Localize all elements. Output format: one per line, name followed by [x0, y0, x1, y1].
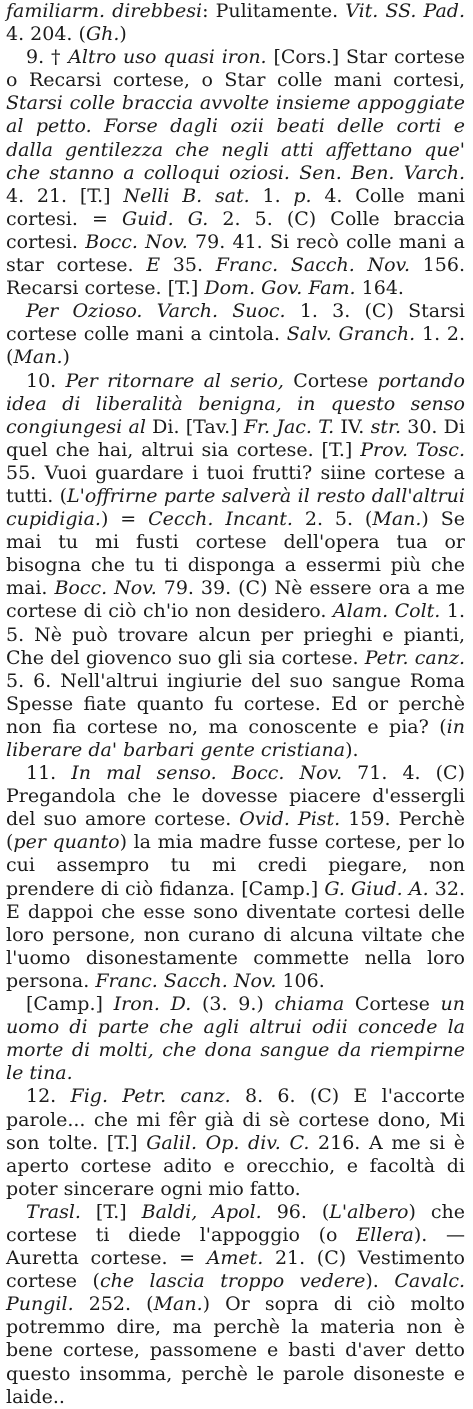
italic-text-run: str. — [370, 415, 401, 438]
text-run: 1. — [249, 184, 294, 207]
text-run: [T.] — [80, 1200, 142, 1223]
italic-text-run: Amet. — [206, 1247, 264, 1270]
italic-text-run: Man. — [153, 1293, 203, 1316]
italic-text-run: Ovid. Pist. — [239, 808, 341, 831]
text-run: 55. Vuoi guardare i tuoi frutti? siine cortese a tutti. ( — [6, 461, 465, 507]
italic-text-run: Starsi colle braccia avvolte insieme appoggiate al petto. Forse dagli ozii beati delle corti e dalla gentilezza che negli atti affettano que' che stanno a colloqui oziosi. — [6, 92, 465, 184]
italic-text-run: Bocc. Nov. — [85, 230, 188, 253]
italic-text-run: chiama — [274, 993, 345, 1016]
text-run: 164. — [355, 277, 404, 300]
italic-text-run: Trasl. — [26, 1200, 81, 1223]
italic-text-run: Petr. canz. — [364, 646, 465, 669]
italic-text-run: Guid. G. — [122, 207, 209, 230]
text-run: ). — [345, 739, 359, 761]
italic-text-run: per quanto — [13, 831, 120, 854]
text-run: Cortese — [283, 369, 378, 392]
text-run: 5. 6. Nell'altrui ingiurie del suo sangue Roma Spesse fiate quanto fu cortese. Ed or perchè non fia cortese no, ma conoscente e pia? ( — [6, 669, 465, 738]
italic-text-run: Dom. Gov. Fam. — [204, 277, 356, 300]
text-run: 106. — [276, 969, 325, 992]
text-run: ) Or sopra di ciò molto potremmo dire, ma perchè la materia non è bene cortese, passomene e basti d'aver detto questo insomma, perchè le parole disoneste e laide.. — [6, 1293, 465, 1408]
text-run: 156. Recarsi cortese. [T.] — [6, 254, 466, 300]
italic-text-run: un uomo di parte che agli altrui odii concede la morte di molti, che dona sangue da riempirne le tina. — [6, 993, 466, 1085]
italic-text-run: Franc. Sacch. Nov. — [215, 254, 411, 277]
text-run: ). — [365, 1270, 395, 1293]
sense-9-ozioso — [6, 300, 465, 369]
text-run: [Cors.] Star cortese o Recarsi cortese, o Star colle mani cortesi, — [6, 46, 465, 92]
text-run: 1. 2. ( — [6, 323, 465, 369]
italic-text-run: Man. — [13, 346, 63, 369]
italic-text-run: in liberare da' barbari gente cristiana — [6, 715, 465, 761]
text-run: 79. 41. Si recò colle mani a star cortese. — [6, 230, 466, 277]
text-run: 1. 3. (C) Starsi cortese colle mani a cintola. — [6, 300, 465, 346]
italic-text-run: Vit. SS. Pad. — [345, 0, 465, 22]
text-run: Di. [Tav.] — [145, 415, 244, 438]
italic-text-run: Per Ozioso. Varch. Suoc. — [26, 300, 286, 323]
text-run: ). — Auretta cortese. = — [6, 1223, 465, 1270]
text-run: 12. — [26, 1085, 71, 1108]
text-run: 9. † — [26, 46, 69, 69]
italic-text-run: Altro uso quasi iron. — [68, 46, 267, 69]
italic-text-run: In mal senso. Bocc. Nov. — [71, 762, 343, 785]
sense-10-liberality — [6, 370, 465, 763]
italic-text-run: Man. — [372, 508, 422, 531]
sense-12-transferred — [6, 1201, 465, 1409]
italic-text-run: Franc. Sacch. Nov. — [95, 969, 277, 992]
text-run: ) la mia madre fusse cortese, per lo cui assempro tu mi credi piegare, non prendere di ciò fidanza. [Camp.] — [6, 831, 465, 900]
text-run: 4. Colle mani cortesi. = — [6, 184, 465, 230]
italic-text-run: che lascia troppo vedere — [99, 1270, 366, 1293]
italic-text-run: familiarm. direbbesi — [6, 0, 203, 22]
text-run: : Pulitamente. — [202, 0, 346, 22]
text-run: ) — [119, 23, 127, 46]
text-run: ) — [62, 346, 70, 369]
italic-text-run: Prov. Tosc. — [360, 438, 465, 461]
italic-text-run: Cecch. Incant. — [148, 508, 293, 531]
text-run: IV. — [334, 415, 371, 438]
entry-continuation — [6, 0, 465, 46]
text-run: ) che cortese ti diede l'appoggio (o — [6, 1200, 465, 1246]
text-run: 159. Perchè ( — [6, 808, 465, 854]
text-run: 71. 4. (C) Pregandola che le dovesse piacere d'essergli del suo amore cortese. — [6, 762, 465, 831]
italic-text-run: Alam. Colt. — [332, 600, 441, 623]
italic-text-run: L'albero — [329, 1200, 409, 1223]
text-run: 11. — [26, 762, 72, 785]
text-run: [Camp.] — [26, 993, 114, 1016]
text-run: 32. E dappoi che esse sono diventate cortesi delle loro persone, non curano di alcuna viltate che l'uomo disonestamente commette nella loro persona. — [6, 877, 465, 992]
sense-12-figurative — [6, 1085, 465, 1200]
text-run: ) = — [100, 508, 149, 531]
italic-text-run: E — [146, 254, 161, 277]
text-run: 216. A me si è aperto cortese adito e orecchio, e facoltà di poter sincerare ogni mio fatto. — [6, 1131, 465, 1200]
text-run — [290, 162, 299, 184]
text-run: 96. ( — [261, 1200, 330, 1223]
text-run: 10. — [26, 369, 66, 392]
italic-text-run: Baldi, Apol. — [141, 1200, 262, 1223]
text-run: 30. Di quel che hai, altrui sia cortese. [T.] — [6, 415, 465, 461]
text-run: (3. 9.) — [191, 993, 275, 1016]
text-run: 2. 5. (C) Colle braccia cortesi. — [6, 207, 465, 253]
italic-text-run: Sen. Ben. Varch. — [299, 161, 466, 184]
italic-text-run: portando idea di liberalità benigna, in questo senso congiungesi al — [6, 369, 465, 438]
italic-text-run: Ellera — [356, 1223, 414, 1246]
italic-text-run: G. Giud. A. — [324, 877, 429, 900]
italic-text-run: Iron. D. — [113, 993, 192, 1016]
sense-11-ironic — [6, 993, 465, 1085]
italic-text-run: Cavalc. Pungil. — [6, 1270, 465, 1316]
text-run: ) Se mai tu mi fusti cortese dell'opera tua or bisogna che tu ti disponga a essermi più che mai. — [6, 508, 465, 600]
sense-11-bad-sense — [6, 762, 465, 993]
text-run: 4. 204. ( — [6, 23, 86, 46]
text-run: Cortese — [344, 993, 441, 1016]
italic-text-run: Galil. Op. div. C. — [146, 1131, 310, 1154]
sense-9-ironic-use — [6, 46, 465, 300]
italic-text-run: Salv. Granch. — [286, 323, 416, 346]
text-run: 2. 5. ( — [292, 508, 373, 531]
italic-text-run: L'offrirne parte salverà il resto dall'altrui cupidigia. — [6, 484, 465, 531]
text-run: 35. — [160, 254, 216, 277]
italic-text-run: Gh. — [85, 23, 120, 46]
italic-text-run: Bocc. Nov. — [54, 577, 157, 600]
text-run: 252. ( — [73, 1293, 154, 1316]
italic-text-run: Fr. Jac. T. — [243, 415, 335, 438]
italic-text-run: p. — [293, 184, 312, 207]
italic-text-run: Nelli B. sat. — [123, 184, 250, 207]
text-run: 21. (C) Vestimento cortese ( — [6, 1247, 465, 1293]
text-run: 8. 6. (C) E l'accorte parole... che mi fêr già di sè cortese dono, Mi son tolte. [T.] — [6, 1085, 465, 1154]
text-run: 79. 39. (C) Nè essere ora a me cortese di ciò ch'io non desidero. — [6, 577, 466, 623]
text-run: 1. 5. Nè può trovare alcun per prieghi e pianti, Che del giovenco suo gli sia cortese. — [6, 600, 466, 669]
italic-text-run: Fig. Petr. canz. — [70, 1085, 231, 1108]
italic-text-run: Per ritornare al serio, — [65, 369, 284, 392]
text-run: 4. 21. [T.] — [6, 184, 124, 207]
